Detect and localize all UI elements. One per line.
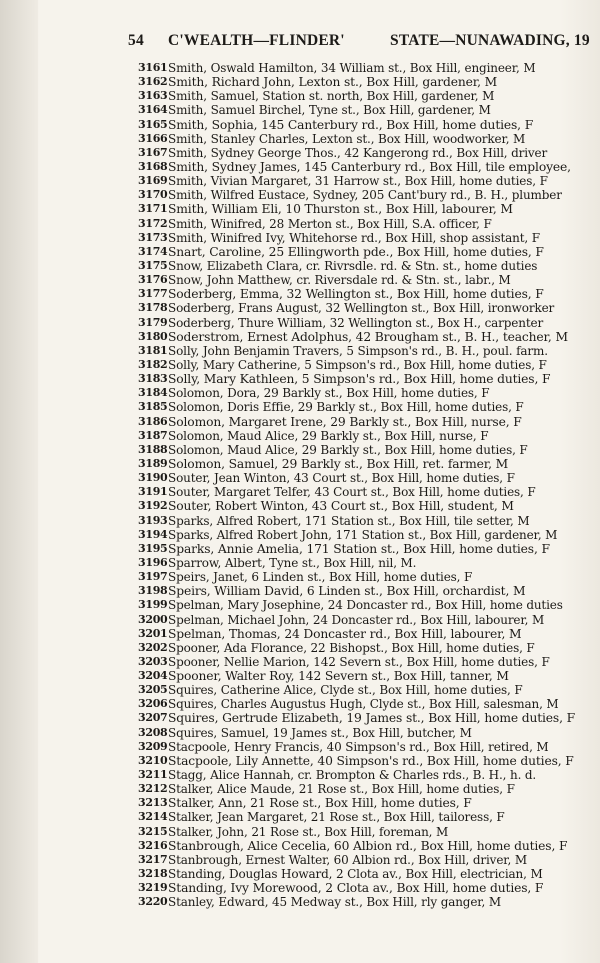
entry-number: 3192 xyxy=(138,499,168,513)
entry-number: 3179 xyxy=(138,315,168,329)
entry-text: Sparrow, Albert, Tyne st., Box Hill, nil, M. xyxy=(168,555,417,570)
entry-number: 3202 xyxy=(138,640,168,654)
list-item xyxy=(0,316,600,330)
entry-number: 3165 xyxy=(138,117,168,131)
entry-text: Solly, John Benjamin Travers, 5 Simpson's rd., B. H., poul. farm. xyxy=(168,343,548,358)
list-item xyxy=(0,740,600,754)
entry-number: 3185 xyxy=(138,400,168,414)
entry-text: Squires, Catherine Alice, Clyde st., Box Hill, home duties, F xyxy=(168,683,523,698)
entry-text: Stalker, Alice Maude, 21 Rose st., Box Hill, home duties, F xyxy=(168,782,515,797)
entry-number: 3193 xyxy=(138,513,168,527)
list-item xyxy=(0,867,600,881)
entry-number: 3189 xyxy=(138,456,168,470)
entry-text: Solly, Mary Catherine, 5 Simpson's rd., Box Hill, home duties, F xyxy=(168,357,547,372)
entry-number: 3216 xyxy=(138,838,168,852)
list-item xyxy=(0,683,600,697)
entry-text: Smith, Oswald Hamilton, 34 William st., Box Hill, engineer, M xyxy=(168,61,536,75)
entry-number: 3167 xyxy=(138,145,168,159)
entry-number: 3180 xyxy=(138,329,168,343)
entry-number: 3198 xyxy=(138,584,168,598)
list-item xyxy=(0,655,600,669)
list-item xyxy=(0,132,600,146)
list-item xyxy=(0,556,600,570)
entry-number: 3175 xyxy=(138,259,168,272)
entry-text: Smith, Samuel, Station st. north, Box Hill, gardener, M xyxy=(168,89,495,104)
list-item xyxy=(0,118,600,132)
list-item xyxy=(0,202,600,216)
entry-text: Smith, Winifred Ivy, Whitehorse rd., Box Hill, shop assistant, F xyxy=(168,230,540,245)
entry-number: 3171 xyxy=(138,202,168,216)
list-item xyxy=(0,796,600,810)
list-item xyxy=(0,188,600,202)
list-item xyxy=(0,372,600,386)
entry-number: 3191 xyxy=(138,485,168,499)
entry-text: Sparks, Annie Amelia, 171 Station st., Box Hill, home duties, F xyxy=(168,541,550,556)
entry-text: Smith, Samuel Birchel, Tyne st., Box Hill, gardener, M xyxy=(168,103,491,118)
entry-text: Soderstrom, Ernest Adolphus, 42 Brougham st., B. H., teacher, M xyxy=(168,329,568,344)
entry-number: 3211 xyxy=(138,768,168,781)
header-right-title: STATE—NUNAWADING, 19 xyxy=(390,32,590,49)
entry-text: Solomon, Doris Effie, 29 Barkly st., Box Hill, home duties, F xyxy=(168,400,524,415)
entry-text: Soderberg, Emma, 32 Wellington st., Box Hill, home duties, F xyxy=(168,287,544,302)
entry-text: Spelman, Michael John, 24 Doncaster rd., Box Hill, labourer, M xyxy=(168,612,545,627)
entry-number: 3215 xyxy=(138,824,168,838)
entry-text: Soderberg, Thure William, 32 Wellington st., Box H., carpenter xyxy=(168,315,544,330)
entry-text: Stalker, John, 21 Rose st., Box Hill, foreman, M xyxy=(168,824,449,839)
entry-number: 3166 xyxy=(138,131,168,145)
list-item xyxy=(0,400,600,414)
entry-text: Smith, Vivian Margaret, 31 Harrow st., Box Hill, home duties, F xyxy=(168,174,548,189)
entry-text: Smith, Winifred, 28 Merton st., Box Hill, S.A. officer, F xyxy=(168,216,492,231)
entry-text: Standing, Ivy Morewood, 2 Clota av., Box Hill, home duties, F xyxy=(168,881,544,896)
list-item xyxy=(0,287,600,301)
list-item xyxy=(0,301,600,315)
entry-text: Speirs, Janet, 6 Linden st., Box Hill, home duties, F xyxy=(168,570,473,584)
list-item xyxy=(0,103,600,117)
list-item xyxy=(0,443,600,457)
entry-number: 3204 xyxy=(138,669,168,682)
entry-number: 3196 xyxy=(138,555,168,569)
page-header xyxy=(128,32,598,54)
list-item xyxy=(0,245,600,259)
entry-number: 3170 xyxy=(138,188,168,202)
entry-text: Solomon, Margaret Irene, 29 Barkly st., Box Hill, nurse, F xyxy=(168,414,522,429)
entry-number: 3218 xyxy=(138,867,168,880)
entry-number: 3176 xyxy=(138,273,168,287)
list-item xyxy=(0,754,600,768)
entry-text: Stalker, Jean Margaret, 21 Rose st., Box Hill, tailoress, F xyxy=(168,810,505,825)
list-item xyxy=(0,641,600,655)
list-item xyxy=(0,231,600,245)
header-left-title: C'WEALTH—FLINDER' xyxy=(168,32,345,49)
list-item xyxy=(0,825,600,839)
entry-number: 3194 xyxy=(138,527,168,541)
entry-number: 3214 xyxy=(138,810,168,824)
list-item xyxy=(0,881,600,895)
entry-number: 3174 xyxy=(138,244,168,258)
entry-number: 3163 xyxy=(138,89,168,103)
entry-number: 3197 xyxy=(138,570,168,583)
entry-number: 3203 xyxy=(138,654,168,668)
entry-number: 3172 xyxy=(138,216,168,230)
entry-text: Solomon, Samuel, 29 Barkly st., Box Hill, ret. farmer, M xyxy=(168,456,509,471)
list-item xyxy=(0,782,600,796)
entry-text: Smith, Stanley Charles, Lexton st., Box Hill, woodworker, M xyxy=(168,131,526,146)
list-item xyxy=(0,627,600,641)
entry-text: Sparks, Alfred Robert John, 171 Station st., Box Hill, gardener, M xyxy=(168,527,558,542)
entry-number: 3183 xyxy=(138,372,168,386)
entry-text: Solomon, Maud Alice, 29 Barkly st., Box Hill, nurse, F xyxy=(168,428,489,443)
entry-text: Smith, Richard John, Lexton st., Box Hill, gardener, M xyxy=(168,75,498,90)
entry-text: Stagg, Alice Hannah, cr. Brompton & Charles rds., B. H., h. d. xyxy=(168,768,537,782)
list-item xyxy=(0,613,600,627)
list-item xyxy=(0,61,600,75)
entry-number: 3213 xyxy=(138,796,168,810)
entry-text: Spooner, Walter Roy, 142 Severn st., Box Hill, tanner, M xyxy=(168,669,509,683)
entry-text: Snow, Elizabeth Clara, cr. Rivrsdle. rd. & Stn. st., home duties xyxy=(168,259,538,273)
list-item xyxy=(0,839,600,853)
list-item xyxy=(0,75,600,89)
list-item xyxy=(0,768,600,782)
entry-number: 3181 xyxy=(138,343,168,357)
entry-text: Smith, Sophia, 145 Canterbury rd., Box Hill, home duties, F xyxy=(168,117,534,132)
entry-text: Stanbrough, Alice Cecelia, 60 Albion rd., Box Hill, home duties, F xyxy=(168,838,568,853)
entry-text: Smith, Sydney George Thos., 42 Kangerong rd., Box Hill, driver xyxy=(168,145,548,160)
entry-number: 3162 xyxy=(138,75,168,89)
entry-text: Squires, Charles Augustus Hugh, Clyde st., Box Hill, salesman, M xyxy=(168,697,559,712)
entry-text: Sparks, Alfred Robert, 171 Station st., Box Hill, tile setter, M xyxy=(168,513,530,528)
entry-text: Solly, Mary Kathleen, 5 Simpson's rd., Box Hill, home duties, F xyxy=(168,372,551,387)
entry-text: Stacpoole, Henry Francis, 40 Simpson's rd., Box Hill, retired, M xyxy=(168,739,549,754)
entry-text: Snow, John Matthew, cr. Riversdale rd. & Stn. st., labr., M xyxy=(168,273,511,288)
entry-text: Smith, William Eli, 10 Thurston st., Box Hill, labourer, M xyxy=(168,202,513,217)
entry-text: Spelman, Thomas, 24 Doncaster rd., Box Hill, labourer, M xyxy=(168,626,522,641)
entry-text: Squires, Gertrude Elizabeth, 19 James st., Box Hill, home duties, F xyxy=(168,711,575,726)
list-item xyxy=(0,853,600,867)
list-item xyxy=(0,344,600,358)
entry-text: Souter, Margaret Telfer, 43 Court st., Box Hill, home duties, F xyxy=(168,485,536,500)
list-item xyxy=(0,89,600,103)
list-item xyxy=(0,542,600,556)
list-item xyxy=(0,485,600,499)
entry-number: 3220 xyxy=(138,895,168,909)
entry-text: Spooner, Nellie Marion, 142 Severn st., Box Hill, home duties, F xyxy=(168,654,550,669)
entry-text: Solomon, Dora, 29 Barkly st., Box Hill, home duties, F xyxy=(168,386,490,401)
entry-number: 3168 xyxy=(138,160,168,173)
entry-text: Squires, Samuel, 19 James st., Box Hill, butcher, M xyxy=(168,725,472,740)
list-item xyxy=(0,810,600,824)
list-item xyxy=(0,358,600,372)
list-item xyxy=(0,146,600,160)
entry-number: 3187 xyxy=(138,428,168,442)
entry-number: 3219 xyxy=(138,881,168,895)
list-item xyxy=(0,457,600,471)
entry-text: Standing, Douglas Howard, 2 Clota av., Box Hill, electrician, M xyxy=(168,867,543,881)
list-item xyxy=(0,697,600,711)
entry-number: 3206 xyxy=(138,697,168,711)
entry-text: Speirs, William David, 6 Linden st., Box Hill, orchardist, M xyxy=(168,584,526,599)
page-number: 54 xyxy=(128,32,144,49)
entry-text: Spelman, Mary Josephine, 24 Doncaster rd., Box Hill, home duties xyxy=(168,598,563,613)
entry-text: Spooner, Ada Florance, 22 Bishopst., Box Hill, home duties, F xyxy=(168,640,535,655)
entry-number: 3208 xyxy=(138,725,168,739)
entry-number: 3184 xyxy=(138,386,168,400)
entry-number: 3212 xyxy=(138,782,168,796)
list-item xyxy=(0,429,600,443)
entry-number: 3199 xyxy=(138,598,168,612)
entry-number: 3200 xyxy=(138,612,168,626)
list-item xyxy=(0,160,600,174)
entry-number: 3173 xyxy=(138,230,168,244)
entry-number: 3209 xyxy=(138,739,168,753)
entry-text: Stanbrough, Ernest Walter, 60 Albion rd., Box Hill, driver, M xyxy=(168,852,528,867)
entry-text: Solomon, Maud Alice, 29 Barkly st., Box Hill, home duties, F xyxy=(168,442,528,457)
entry-number: 3190 xyxy=(138,471,168,485)
list-item xyxy=(0,598,600,612)
list-item xyxy=(0,330,600,344)
list-item xyxy=(0,217,600,231)
list-item xyxy=(0,259,600,273)
entry-number: 3182 xyxy=(138,357,168,371)
list-item xyxy=(0,415,600,429)
entry-text: Stanley, Edward, 45 Medway st., Box Hill, rly ganger, M xyxy=(168,895,502,910)
list-item xyxy=(0,711,600,725)
list-item xyxy=(0,174,600,188)
list-item xyxy=(0,669,600,683)
list-item xyxy=(0,570,600,584)
entry-number: 3178 xyxy=(138,301,168,315)
entry-number: 3195 xyxy=(138,541,168,555)
entry-text: Snart, Caroline, 25 Ellingworth pde., Box Hill, home duties, F xyxy=(168,244,544,259)
entry-number: 3201 xyxy=(138,626,168,640)
entry-number: 3186 xyxy=(138,414,168,428)
list-item xyxy=(0,499,600,513)
list-item xyxy=(0,584,600,598)
list-item xyxy=(0,726,600,740)
entry-text: Souter, Jean Winton, 43 Court st., Box Hill, home duties, F xyxy=(168,471,515,486)
entry-number: 3177 xyxy=(138,287,168,301)
list-item xyxy=(0,895,600,909)
list-item xyxy=(0,514,600,528)
entry-text: Stalker, Ann, 21 Rose st., Box Hill, home duties, F xyxy=(168,796,472,811)
entry-number: 3169 xyxy=(138,174,168,188)
entry-text: Souter, Robert Winton, 43 Court st., Box Hill, student, M xyxy=(168,499,514,514)
entry-number: 3164 xyxy=(138,103,168,117)
entry-number: 3188 xyxy=(138,442,168,456)
entry-text: Smith, Sydney James, 145 Canterbury rd., Box Hill, tile employee, xyxy=(168,160,571,174)
list-item xyxy=(0,528,600,542)
entry-text: Stacpoole, Lily Annette, 40 Simpson's rd., Box Hill, home duties, F xyxy=(168,753,574,768)
entry-text: Smith, Wilfred Eustace, Sydney, 205 Cant'bury rd., B. H., plumber xyxy=(168,188,562,203)
entry-number: 3217 xyxy=(138,852,168,866)
entry-text: Soderberg, Frans August, 32 Wellington st., Box Hill, ironworker xyxy=(168,301,555,316)
entry-number: 3161 xyxy=(138,61,168,74)
list-item xyxy=(0,273,600,287)
entry-number: 3205 xyxy=(138,683,168,697)
entry-number: 3207 xyxy=(138,711,168,725)
list-item xyxy=(0,386,600,400)
list-item xyxy=(0,471,600,485)
entry-number: 3210 xyxy=(138,753,168,767)
